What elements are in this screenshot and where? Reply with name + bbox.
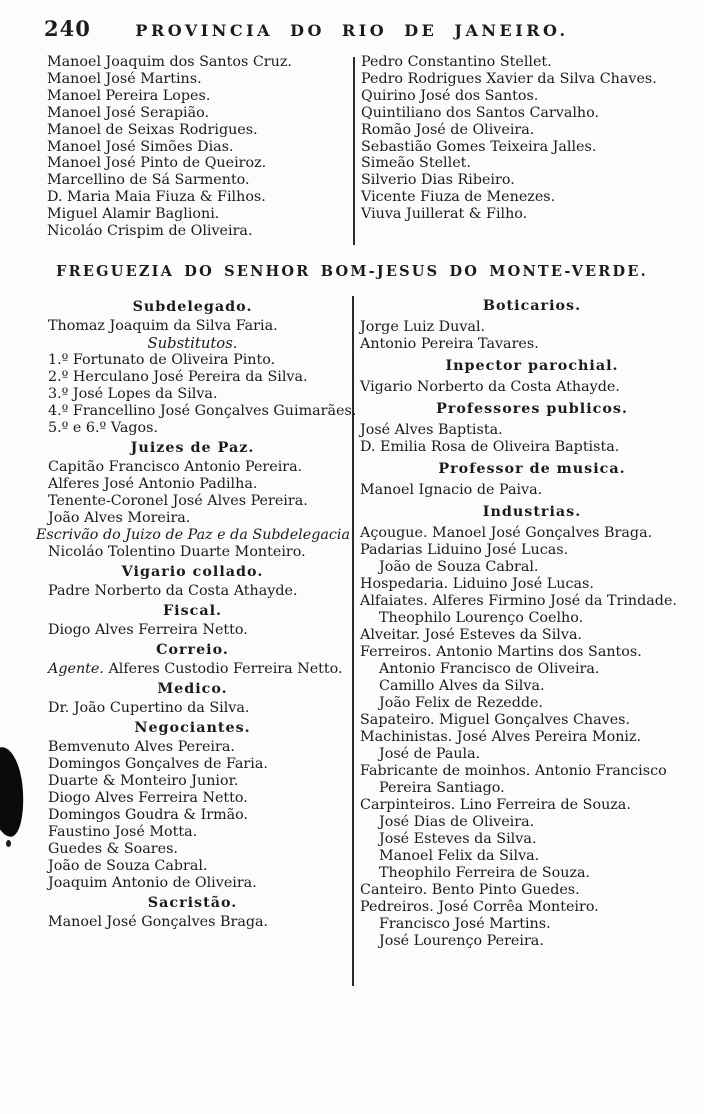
entry-line: 3.º José Lopes da Silva. xyxy=(48,386,218,402)
entry-line: Tenente-Coronel José Alves Pereira. xyxy=(48,493,308,509)
section-heading: Fiscal. xyxy=(162,603,222,619)
name-line: Pedro Constantino Stellet. xyxy=(361,54,552,70)
entry-line: Pedreiros. José Corrêa Monteiro. xyxy=(360,899,599,915)
section-heading: Professor de musica. xyxy=(438,461,626,477)
entry-line: Francisco José Martins. xyxy=(379,916,551,932)
entry-line: Vigario Norberto da Costa Athayde. xyxy=(360,379,620,395)
entry-line: José Lourenço Pereira. xyxy=(379,933,544,949)
section-heading: Subdelegado. xyxy=(132,299,253,315)
entry-line: José Alves Baptista. xyxy=(360,422,503,438)
entry-line: Capitão Francisco Antonio Pereira. xyxy=(48,459,303,475)
entry-line: Theophilo Ferreira de Souza. xyxy=(379,865,591,881)
top-left-name-list xyxy=(47,54,349,240)
section-heading: Substitutos. xyxy=(147,335,238,352)
name-line: Manoel de Seixas Rodrigues. xyxy=(47,121,258,138)
name-line: Quirino José dos Santos. xyxy=(361,87,539,104)
column-divider-top xyxy=(353,57,355,245)
entry-line: Thomaz Joaquim da Silva Faria. xyxy=(48,318,278,334)
name-line: Manoel José Pinto de Queiroz. xyxy=(47,155,267,172)
entry-line: Antonio Francisco de Oliveira. xyxy=(379,661,600,677)
entry-line: João Felix de Rezedde. xyxy=(379,695,544,711)
right-column xyxy=(360,293,704,950)
name-line: Vicente Fiuza de Menezes. xyxy=(361,189,556,206)
running-title: PROVINCIA DO RIO DE JANEIRO. xyxy=(135,21,569,40)
entry-line: Faustino José Motta. xyxy=(48,824,198,840)
page-number: 240 xyxy=(44,16,91,41)
entry-line: Camillo Alves da Silva. xyxy=(379,678,545,694)
entry-line: 4.º Francellino José Gonçalves Guimarães. xyxy=(48,403,357,419)
entry-line: Alferes José Antonio Padilha. xyxy=(48,476,258,492)
entry-line: 1.º Fortunato de Oliveira Pinto. xyxy=(48,352,276,368)
section-heading: Medico. xyxy=(157,681,228,697)
entry-line: Açougue. Manoel José Gonçalves Braga. xyxy=(360,525,653,541)
entry-line: Dr. João Cupertino da Silva. xyxy=(48,700,250,716)
entry-line: João de Souza Cabral. xyxy=(48,858,208,874)
section-heading: Correio. xyxy=(156,642,229,658)
name-line: Viuva Juillerat & Filho. xyxy=(361,206,528,223)
entry-line: Machinistas. José Alves Pereira Moniz. xyxy=(360,729,642,745)
entry-line: José Esteves da Silva. xyxy=(379,831,537,847)
entry-line: Sapateiro. Miguel Gonçalves Chaves. xyxy=(360,712,631,728)
entry-line: Antonio Pereira Tavares. xyxy=(360,336,539,352)
name-line: Silverio Dias Ribeiro. xyxy=(361,172,515,189)
top-right-name-list xyxy=(361,54,701,223)
ink-blot xyxy=(0,746,27,839)
section-title: FREGUEZIA DO SENHOR BOM-JESUS DO MONTE-VERDE. xyxy=(56,263,648,280)
section-heading: Industrias. xyxy=(482,504,582,520)
entry-line: Pereira Santiago. xyxy=(379,780,505,796)
entry-line: Canteiro. Bento Pinto Guedes. xyxy=(360,882,580,898)
entry-line: Joaquim Antonio de Oliveira. xyxy=(48,875,257,891)
entry-line: 2.º Herculano José Pereira da Silva. xyxy=(48,369,308,385)
entry-line: Guedes & Soares. xyxy=(48,841,178,857)
entry-line: Ferreiros. Antonio Martins dos Santos. xyxy=(360,644,642,660)
entry-line: Padre Norberto da Costa Athayde. xyxy=(48,583,298,599)
name-line: Miguel Alamir Baglioni. xyxy=(47,206,220,223)
ink-speck xyxy=(6,840,11,847)
name-line: Quintiliano dos Santos Carvalho. xyxy=(361,104,600,121)
name-line: Manoel José Martins. xyxy=(47,70,202,87)
name-line: Sebastião Gomes Teixeira Jalles. xyxy=(361,138,597,155)
left-column xyxy=(36,296,357,931)
name-line: Pedro Rodrigues Xavier da Silva Chaves. xyxy=(361,70,657,87)
name-line: Romão José de Oliveira. xyxy=(361,121,535,138)
column-divider-bottom xyxy=(352,296,354,986)
name-line: Manoel Pereira Lopes. xyxy=(47,87,211,104)
name-line: Simeão Stellet. xyxy=(361,155,471,172)
entry-line: Manoel José Gonçalves Braga. xyxy=(48,914,269,930)
section-heading: Inpector parochial. xyxy=(445,358,619,374)
entry-line: Fabricante de moinhos. Antonio Francisco xyxy=(360,763,667,779)
name-line: Manoel Joaquim dos Santos Cruz. xyxy=(47,54,292,70)
entry-line: Duarte & Monteiro Junior. xyxy=(48,773,239,789)
entry-line: Domingos Gonçalves de Faria. xyxy=(48,756,268,772)
entry-line: João Alves Moreira. xyxy=(48,510,191,526)
entry-line: Manoel Ignacio de Paiva. xyxy=(360,482,543,498)
entry-line: Manoel Felix da Silva. xyxy=(379,848,540,864)
section-heading: Professores publicos. xyxy=(436,401,628,417)
entry-line: 5.º e 6.º Vagos. xyxy=(48,420,158,436)
entry-line: Escrivão do Juizo de Paz e da Subdelegacia xyxy=(36,527,350,543)
name-line: Manoel José Simões Dias. xyxy=(47,138,234,155)
entry-line: Hospedaria. Liduino José Lucas. xyxy=(360,576,594,592)
name-line: D. Maria Maia Fiuza & Filhos. xyxy=(47,189,266,206)
entry-line: Alfaiates. Alferes Firmino José da Trindade. xyxy=(360,593,677,609)
section-heading: Juizes de Paz. xyxy=(130,440,255,456)
name-line: Manoel José Serapião. xyxy=(47,104,209,121)
entry-line: Alveitar. José Esteves da Silva. xyxy=(360,627,583,643)
entry-line: D. Emilia Rosa de Oliveira Baptista. xyxy=(360,439,620,455)
entry-line: Jorge Luiz Duval. xyxy=(360,319,486,335)
entry-line: João de Souza Cabral. xyxy=(379,559,539,575)
section-heading: Boticarios. xyxy=(482,298,582,314)
entry-line: Domingos Goudra & Irmão. xyxy=(48,807,249,823)
entry-line: Carpinteiros. Lino Ferreira de Souza. xyxy=(360,797,631,813)
entry-line: Agente. Alferes Custodio Ferreira Netto. xyxy=(48,661,343,677)
name-line: Marcellino de Sá Sarmento. xyxy=(47,172,250,189)
entry-line: Padarias Liduino José Lucas. xyxy=(360,542,569,558)
section-heading: Negociantes. xyxy=(134,720,251,736)
entry-line: Diogo Alves Ferreira Netto. xyxy=(48,622,248,638)
entry-line: José de Paula. xyxy=(379,746,481,762)
section-heading: Sacristão. xyxy=(147,895,238,911)
entry-lead: Agente. xyxy=(48,661,104,677)
section-heading: Vigario collado. xyxy=(121,564,264,580)
entry-line: José Dias de Oliveira. xyxy=(379,814,535,830)
name-line: Nicoláo Crispim de Oliveira. xyxy=(47,223,253,240)
entry-line: Diogo Alves Ferreira Netto. xyxy=(48,790,248,806)
entry-line: Bemvenuto Alves Pereira. xyxy=(48,739,235,755)
entry-line: Theophilo Lourenço Coelho. xyxy=(379,610,584,626)
entry-line: Nicoláo Tolentino Duarte Monteiro. xyxy=(48,544,306,560)
